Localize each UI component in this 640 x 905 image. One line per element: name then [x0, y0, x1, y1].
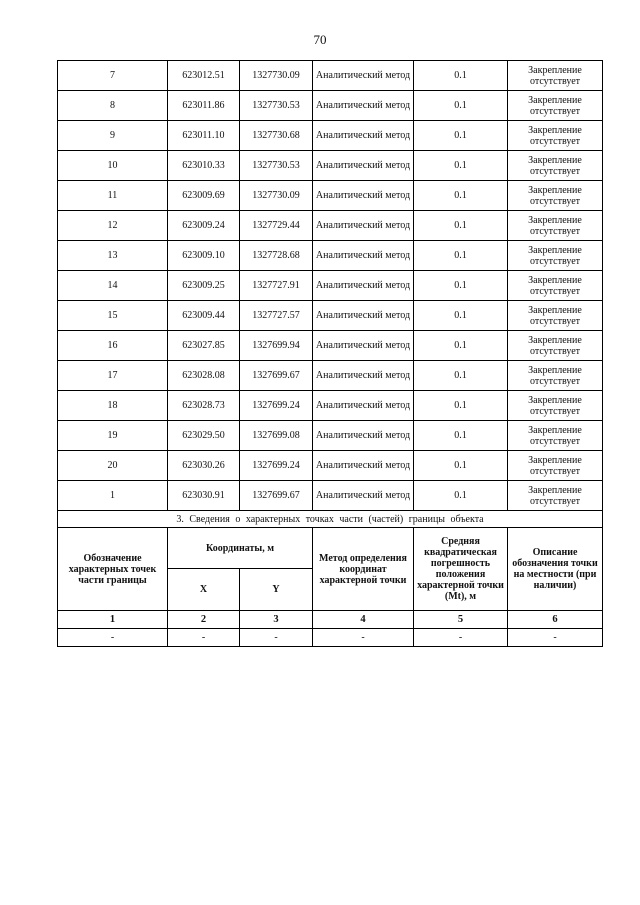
table-row [58, 271, 603, 301]
accuracy-cell: 0.1 [414, 121, 508, 151]
empty-cell: - [240, 629, 313, 647]
point-cell: 19 [58, 421, 168, 451]
empty-cell: - [414, 629, 508, 647]
accuracy-cell: 0.1 [414, 61, 508, 91]
y-coordinate-cell: 1327699.24 [240, 391, 313, 421]
method-cell: Аналитический метод [313, 241, 414, 271]
x-coordinate-cell: 623011.10 [168, 121, 240, 151]
x-coordinate-cell: 623028.08 [168, 361, 240, 391]
y-coordinate-cell: 1327730.68 [240, 121, 313, 151]
accuracy-cell: 0.1 [414, 271, 508, 301]
fixing-description-cell: Закрепление отсутствует [508, 301, 603, 331]
method-cell: Аналитический метод [313, 91, 414, 121]
table-row [58, 451, 603, 481]
point-cell: 13 [58, 241, 168, 271]
fixing-description-cell: Закрепление отсутствует [508, 91, 603, 121]
accuracy-cell: 0.1 [414, 481, 508, 511]
accuracy-cell: 0.1 [414, 421, 508, 451]
point-cell: 16 [58, 331, 168, 361]
y-coordinate-cell: 1327699.94 [240, 331, 313, 361]
method-cell: Аналитический метод [313, 421, 414, 451]
table-row [58, 61, 603, 91]
y-coordinate-cell: 1327699.67 [240, 481, 313, 511]
x-coordinate-cell: 623030.91 [168, 481, 240, 511]
x-coordinate-cell: 623009.44 [168, 301, 240, 331]
column-number: 2 [168, 611, 240, 629]
accuracy-cell: 0.1 [414, 181, 508, 211]
accuracy-cell: 0.1 [414, 91, 508, 121]
section-3-header-row [58, 528, 603, 569]
empty-cell: - [313, 629, 414, 647]
table-row [58, 241, 603, 271]
point-cell: 18 [58, 391, 168, 421]
x-coordinate-cell: 623010.33 [168, 151, 240, 181]
empty-cell: - [168, 629, 240, 647]
point-cell: 20 [58, 451, 168, 481]
column-number-row [58, 611, 603, 629]
x-coordinate-cell: 623028.73 [168, 391, 240, 421]
table-row [58, 121, 603, 151]
x-coordinate-cell: 623012.51 [168, 61, 240, 91]
column-number: 1 [58, 611, 168, 629]
fixing-description-cell: Закрепление отсутствует [508, 181, 603, 211]
fixing-description-cell: Закрепление отсутствует [508, 151, 603, 181]
column-number: 6 [508, 611, 603, 629]
y-coordinate-cell: 1327727.91 [240, 271, 313, 301]
empty-cell: - [58, 629, 168, 647]
x-coordinate-cell: 623009.25 [168, 271, 240, 301]
accuracy-cell: 0.1 [414, 211, 508, 241]
y-coordinate-cell: 1327730.53 [240, 151, 313, 181]
x-coordinate-cell: 623011.86 [168, 91, 240, 121]
method-cell: Аналитический метод [313, 361, 414, 391]
x-coordinate-cell: 623009.24 [168, 211, 240, 241]
column-number: 4 [313, 611, 414, 629]
method-cell: Аналитический метод [313, 301, 414, 331]
method-cell: Аналитический метод [313, 151, 414, 181]
fixing-description-cell: Закрепление отсутствует [508, 481, 603, 511]
accuracy-cell: 0.1 [414, 391, 508, 421]
accuracy-cell: 0.1 [414, 301, 508, 331]
method-cell: Аналитический метод [313, 391, 414, 421]
table-row [58, 151, 603, 181]
x-coordinate-cell: 623027.85 [168, 331, 240, 361]
fixing-description-cell: Закрепление отсутствует [508, 391, 603, 421]
point-cell: 7 [58, 61, 168, 91]
method-cell: Аналитический метод [313, 331, 414, 361]
fixing-description-cell: Закрепление отсутствует [508, 271, 603, 301]
point-cell: 8 [58, 91, 168, 121]
table-row [58, 391, 603, 421]
point-cell: 12 [58, 211, 168, 241]
column-number: 5 [414, 611, 508, 629]
table-row [58, 211, 603, 241]
method-cell: Аналитический метод [313, 211, 414, 241]
method-cell: Аналитический метод [313, 181, 414, 211]
table-row [58, 91, 603, 121]
table-row [58, 361, 603, 391]
accuracy-cell: 0.1 [414, 151, 508, 181]
header-y: Y [240, 569, 313, 611]
empty-cell: - [508, 629, 603, 647]
fixing-description-cell: Закрепление отсутствует [508, 61, 603, 91]
method-cell: Аналитический метод [313, 271, 414, 301]
table-row [58, 301, 603, 331]
method-cell: Аналитический метод [313, 481, 414, 511]
fixing-description-cell: Закрепление отсутствует [508, 121, 603, 151]
page-number: 70 [313, 32, 327, 47]
section-3-title: 3. Сведения о характерных точках части (частей) границы объекта [58, 511, 603, 528]
section-3-block [58, 511, 603, 647]
method-cell: Аналитический метод [313, 121, 414, 151]
fixing-description-cell: Закрепление отсутствует [508, 451, 603, 481]
empty-data-row [58, 629, 603, 647]
y-coordinate-cell: 1327699.67 [240, 361, 313, 391]
fixing-description-cell: Закрепление отсутствует [508, 211, 603, 241]
accuracy-cell: 0.1 [414, 361, 508, 391]
header-coordinates: Координаты, м [168, 528, 313, 569]
accuracy-cell: 0.1 [414, 331, 508, 361]
fixing-description-cell: Закрепление отсутствует [508, 241, 603, 271]
column-number: 3 [240, 611, 313, 629]
boundary-points-table [57, 60, 603, 647]
point-cell: 1 [58, 481, 168, 511]
y-coordinate-cell: 1327699.24 [240, 451, 313, 481]
point-cell: 14 [58, 271, 168, 301]
point-cell: 15 [58, 301, 168, 331]
header-designation: Обозначение характерных точек части границы [58, 528, 168, 611]
method-cell: Аналитический метод [313, 61, 414, 91]
table-row [58, 331, 603, 361]
x-coordinate-cell: 623009.69 [168, 181, 240, 211]
y-coordinate-cell: 1327699.08 [240, 421, 313, 451]
accuracy-cell: 0.1 [414, 241, 508, 271]
point-cell: 17 [58, 361, 168, 391]
x-coordinate-cell: 623029.50 [168, 421, 240, 451]
y-coordinate-cell: 1327730.09 [240, 61, 313, 91]
y-coordinate-cell: 1327728.68 [240, 241, 313, 271]
x-coordinate-cell: 623030.26 [168, 451, 240, 481]
point-cell: 9 [58, 121, 168, 151]
table-row [58, 481, 603, 511]
fixing-description-cell: Закрепление отсутствует [508, 361, 603, 391]
fixing-description-cell: Закрепление отсутствует [508, 331, 603, 361]
y-coordinate-cell: 1327730.09 [240, 181, 313, 211]
y-coordinate-cell: 1327729.44 [240, 211, 313, 241]
header-x: X [168, 569, 240, 611]
method-cell: Аналитический метод [313, 451, 414, 481]
point-cell: 10 [58, 151, 168, 181]
fixing-description-cell: Закрепление отсутствует [508, 421, 603, 451]
table-row [58, 421, 603, 451]
y-coordinate-cell: 1327727.57 [240, 301, 313, 331]
table-row [58, 181, 603, 211]
points-table-body [58, 61, 603, 511]
y-coordinate-cell: 1327730.53 [240, 91, 313, 121]
header-accuracy: Средняя квадратическая погрешность положения характерной точки (Mt), м [414, 528, 508, 611]
header-method: Метод определения координат характерной точки [313, 528, 414, 611]
header-description: Описание обозначения точки на местности (при наличии) [508, 528, 603, 611]
point-cell: 11 [58, 181, 168, 211]
x-coordinate-cell: 623009.10 [168, 241, 240, 271]
accuracy-cell: 0.1 [414, 451, 508, 481]
